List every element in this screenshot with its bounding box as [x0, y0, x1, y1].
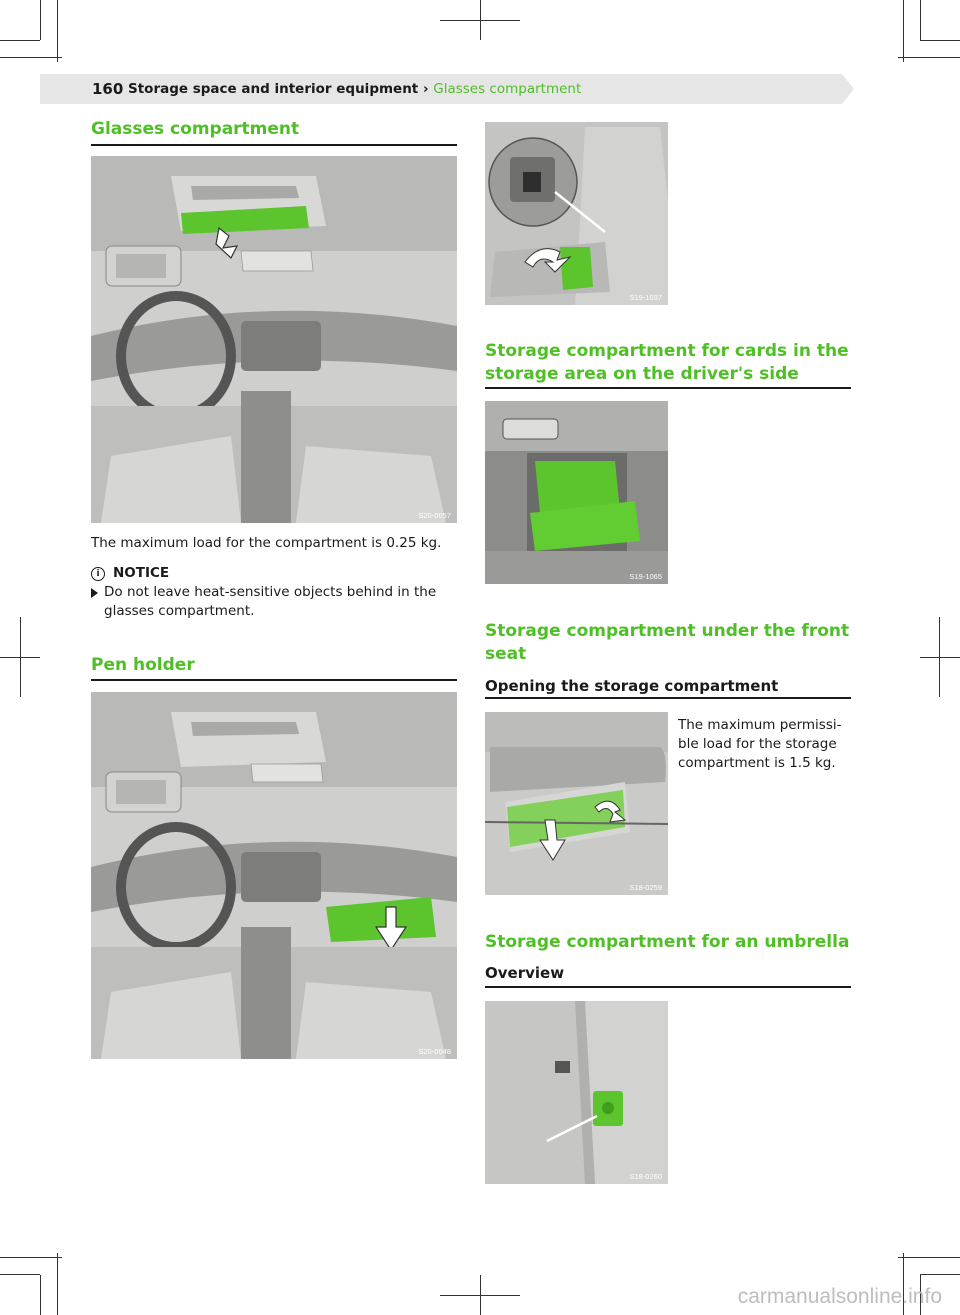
notice-title: NOTICE	[113, 565, 170, 581]
crop-mark	[480, 0, 481, 40]
section-title-cards-line1: Storage compartment for cards in the	[485, 341, 849, 361]
seat-load-text-line3: compartment is 1.5 kg.	[678, 755, 836, 771]
breadcrumb-separator: ›	[422, 81, 429, 97]
crop-mark	[920, 1274, 960, 1275]
breadcrumb-current: Glasses compartment	[433, 81, 582, 97]
breadcrumb-section[interactable]: Storage space and interior equipment	[128, 81, 419, 97]
section-title-front-seat-line1: Storage compartment under the front	[485, 621, 850, 641]
notice-text-line2: glasses compartment.	[104, 603, 255, 619]
crop-mark	[0, 40, 40, 41]
crop-mark	[0, 57, 62, 58]
section-title-glasses: Glasses compartment	[91, 119, 300, 139]
triangle-bullet-icon	[91, 588, 98, 598]
subsection-title-overview: Overview	[485, 964, 565, 982]
figure-umbrella-compartment	[485, 1001, 668, 1184]
figure-card-compartment	[485, 401, 668, 584]
subsection-title-opening: Opening the storage compartment	[485, 677, 779, 695]
section-title-cards-line2: storage area on the driver's side	[485, 364, 799, 384]
section-title-pen-holder: Pen holder	[91, 655, 195, 675]
notice-text-line1: Do not leave heat-sensitive objects behind in the	[104, 584, 437, 600]
crop-mark	[898, 57, 960, 58]
crop-mark	[20, 617, 21, 697]
section-rule	[91, 144, 457, 146]
info-circle-icon: i	[91, 567, 105, 581]
subsection-rule	[485, 697, 851, 699]
crop-mark	[920, 0, 921, 40]
figure-code: S19-1037	[629, 293, 662, 302]
seat-load-text-line1: The maximum permissi-	[678, 717, 842, 733]
figure-armrest-compartment	[485, 122, 668, 305]
crop-mark	[898, 1257, 960, 1258]
crop-mark	[40, 0, 41, 40]
crop-mark	[939, 617, 940, 697]
crop-mark	[903, 0, 904, 62]
crop-mark	[0, 1274, 40, 1275]
breadcrumb	[128, 81, 581, 97]
crop-mark	[480, 1275, 481, 1315]
crop-mark	[57, 0, 58, 62]
page-number: 160	[92, 80, 124, 98]
subsection-rule	[485, 986, 851, 988]
section-rule	[91, 679, 457, 681]
figure-code: S20-0048	[418, 1047, 451, 1056]
figure-code: S18-0260	[629, 1172, 662, 1181]
watermark: carmanualsonline.info	[737, 1285, 942, 1308]
figure-pen-holder	[91, 692, 457, 1059]
crop-mark	[57, 1253, 58, 1315]
figure-seat-compartment	[485, 712, 668, 895]
crop-mark	[40, 1275, 41, 1315]
section-title-front-seat-line2: seat	[485, 644, 527, 664]
figure-code: S18-0259	[629, 883, 662, 892]
crop-mark	[920, 40, 960, 41]
figure-code: S20-0057	[418, 511, 451, 520]
crop-mark	[920, 657, 960, 658]
glasses-load-text: The maximum load for the compartment is 0.25 kg.	[91, 535, 442, 551]
section-rule	[485, 387, 851, 389]
figure-code: S19-1065	[629, 572, 662, 581]
seat-load-text-line2: ble load for the storage	[678, 736, 837, 752]
crop-mark	[0, 1257, 62, 1258]
section-title-umbrella: Storage compartment for an umbrella	[485, 932, 850, 952]
figure-glasses-compartment	[91, 156, 457, 523]
